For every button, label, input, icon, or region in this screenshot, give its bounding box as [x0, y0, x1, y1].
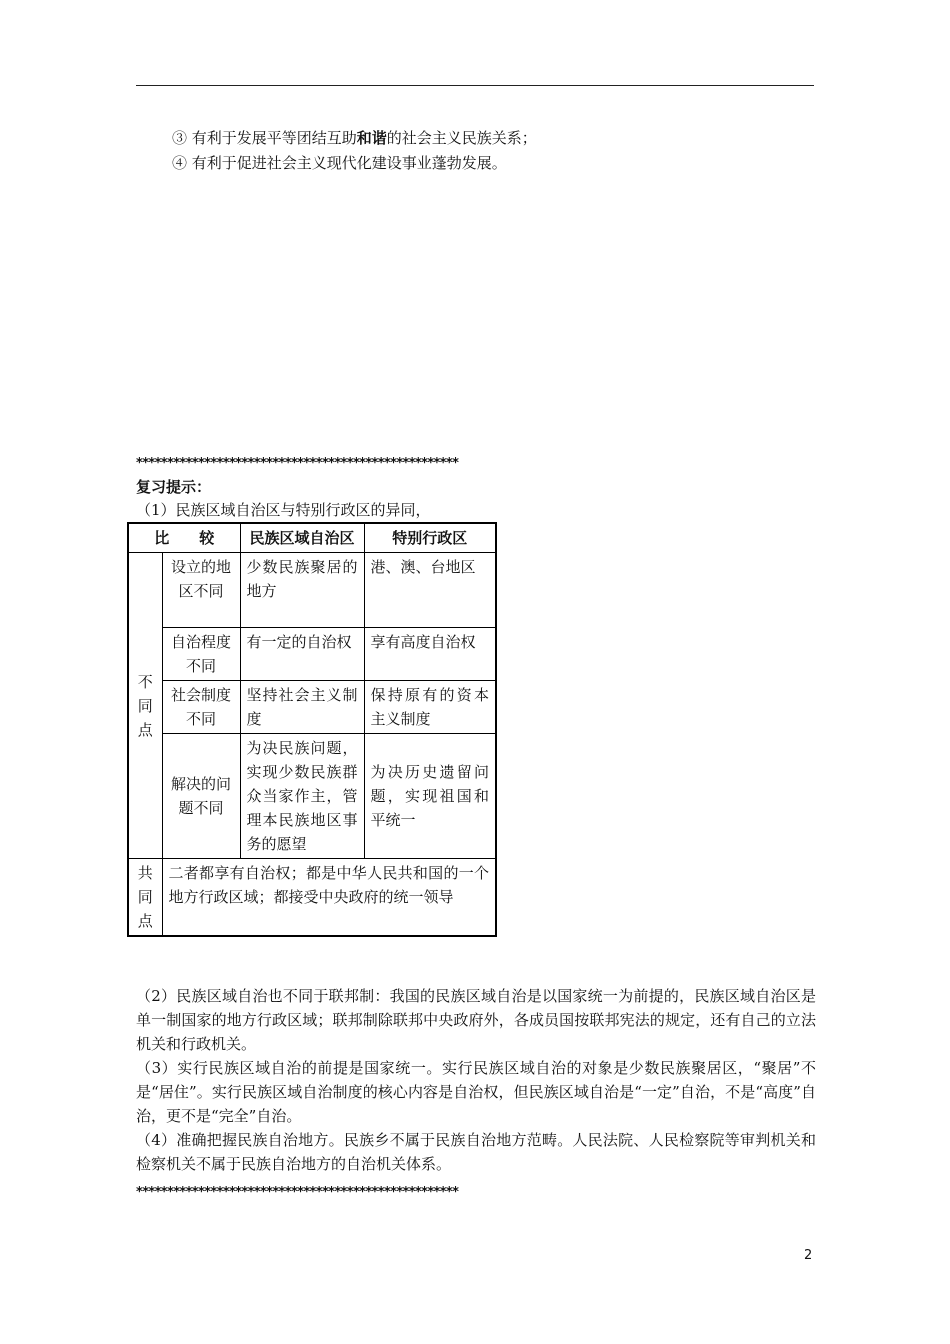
row-aspect: 解决的问题不同	[162, 734, 240, 859]
point-3-bold: 和谐	[356, 129, 387, 147]
header-special-admin-region: 特别行政区	[364, 523, 496, 553]
paragraph-3: （3）实行民族区域自治的前提是国家统一。实行民族区域自治的对象是少数民族聚居区，“聚居”不是“居住”。实行民族区域自治制度的核心内容是自治权，但民族区域自治是“一定”自治，不是“高度”自治，更不是“完全”自治。	[136, 1059, 816, 1125]
table-header-row	[128, 523, 496, 553]
point-4: ④ 有利于促进社会主义现代化建设事业蓬勃发展。	[172, 154, 507, 172]
review-subhead: （1）民族区域自治区与特别行政区的异同，	[136, 501, 431, 519]
point-3-text-a: ③ 有利于发展平等团结互助	[172, 129, 357, 147]
row-autonomous: 为决民族问题，实现少数民族群众当家作主，管理本民族地区事务的愿望	[240, 734, 364, 859]
comparison-table	[127, 522, 497, 937]
row-aspect: 设立的地区不同	[162, 553, 240, 628]
table-row	[128, 553, 496, 628]
row-aspect: 社会制度不同	[162, 681, 240, 734]
table-row	[128, 681, 496, 734]
row-autonomous: 坚持社会主义制度	[240, 681, 364, 734]
row-autonomous: 少数民族聚居的地方	[240, 553, 364, 628]
row-aspect: 自治程度不同	[162, 628, 240, 681]
header-rule	[136, 85, 814, 86]
table-row-common	[128, 859, 496, 937]
diff-label: 不同点	[128, 553, 162, 859]
header-autonomous-region: 民族区域自治区	[240, 523, 364, 553]
review-heading: 复习提示：	[136, 478, 212, 496]
row-special: 享有高度自治权	[364, 628, 496, 681]
star-divider-bottom: ****************************************************	[136, 1185, 459, 1200]
point-3-text-b: 的社会主义民族关系；	[386, 129, 537, 147]
row-special: 港、澳、台地区	[364, 553, 496, 628]
row-special: 为决历史遗留问题，实现祖国和平统一	[364, 734, 496, 859]
common-text: 二者都享有自治权；都是中华人民共和国的一个地方行政区域；都接受中央政府的统一领导	[162, 859, 496, 937]
star-divider-top: ****************************************************	[136, 456, 459, 471]
point-3	[172, 128, 537, 148]
table-row	[128, 628, 496, 681]
header-compare: 比 较	[128, 523, 240, 553]
page-number: 2	[804, 1248, 813, 1263]
row-autonomous: 有一定的自治权	[240, 628, 364, 681]
paragraph-4: （4）准确把握民族自治地方。民族乡不属于民族自治地方范畴。人民法院、人民检察院等审判机关和检察机关不属于民族自治地方的自治机关体系。	[136, 1131, 816, 1173]
paragraph-2: （2）民族区域自治也不同于联邦制：我国的民族区域自治是以国家统一为前提的，民族区域自治区是单一制国家的地方行政区域；联邦制除联邦中央政府外，各成员国按联邦宪法的规定，还有自己的立法机关和行政机关。	[136, 987, 816, 1053]
table-row	[128, 734, 496, 859]
common-label: 共同点	[128, 859, 162, 937]
row-special: 保持原有的资本主义制度	[364, 681, 496, 734]
